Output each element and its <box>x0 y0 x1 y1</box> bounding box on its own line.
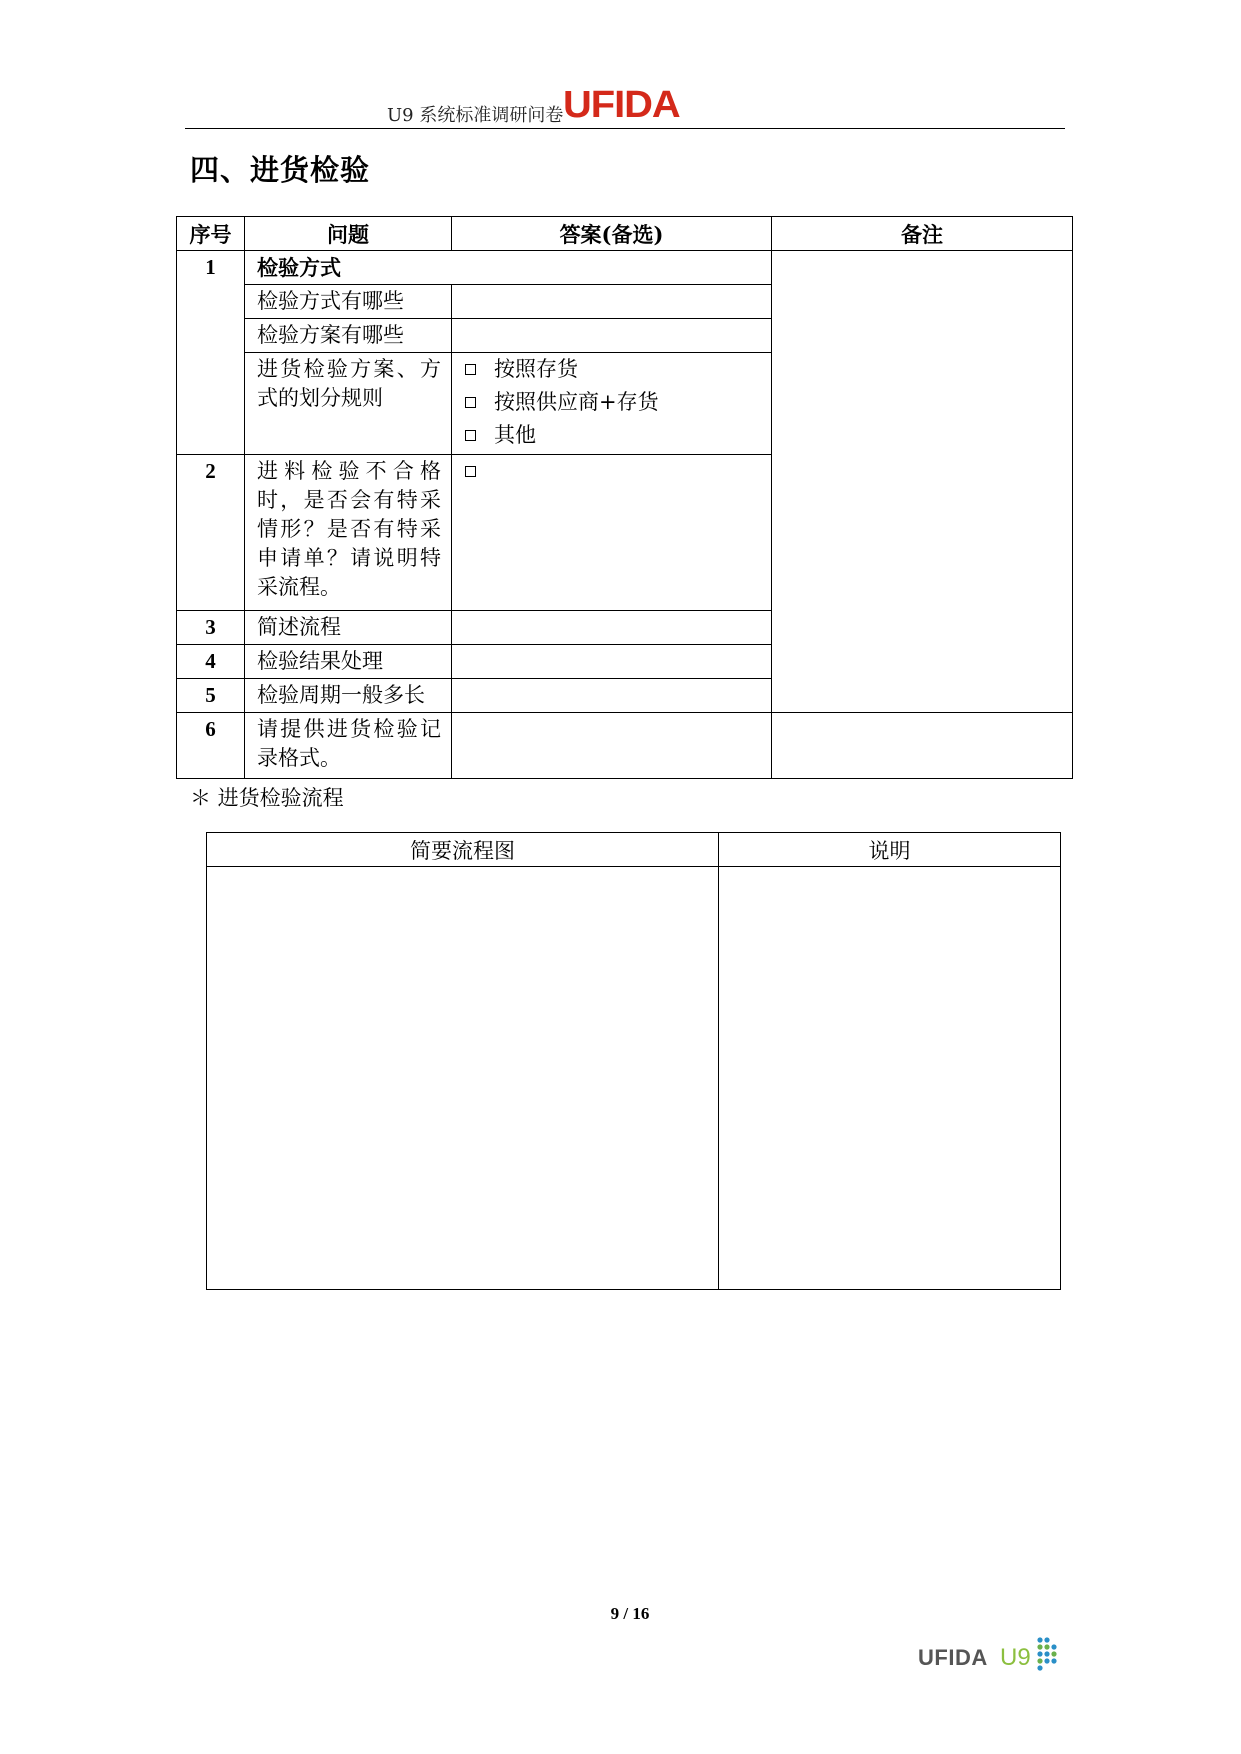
question-cell: 进货检验方案、方式的划分规则 <box>245 353 452 455</box>
remark-cell[interactable] <box>772 251 1073 713</box>
question-cell: 简述流程 <box>245 611 452 645</box>
option-item[interactable] <box>460 353 763 386</box>
option-label: 按照供应商+存货 <box>494 390 659 414</box>
question-cell: 请提供进货检验记录格式。 <box>245 713 452 779</box>
row-number: 6 <box>177 713 245 779</box>
answer-cell[interactable] <box>452 611 772 645</box>
header-answer: 答案(备选) <box>452 217 772 251</box>
answer-options <box>452 353 772 455</box>
header-title: U9 系统标准调研问卷 <box>387 105 564 126</box>
answer-cell[interactable] <box>452 319 772 353</box>
checkbox-icon[interactable] <box>465 430 476 441</box>
table-row <box>207 867 1061 1290</box>
footer-logo-suffix: U9 <box>1000 1644 1031 1671</box>
checkbox-icon[interactable] <box>465 364 476 375</box>
section-title: 四、进货检验 <box>190 153 371 187</box>
flowchart-cell[interactable] <box>207 867 719 1290</box>
header-question: 问题 <box>245 217 452 251</box>
question-cell: 检验结果处理 <box>245 645 452 679</box>
checkbox-icon[interactable] <box>465 397 476 408</box>
table-header-row <box>177 217 1073 251</box>
option-item[interactable] <box>460 455 763 488</box>
question-cell: 检验方案有哪些 <box>245 319 452 353</box>
table-row <box>177 713 1073 779</box>
answer-cell[interactable] <box>452 285 772 319</box>
header-remark: 备注 <box>772 217 1073 251</box>
header-no: 序号 <box>177 217 245 251</box>
question-cell: 检验方式有哪些 <box>245 285 452 319</box>
flow-note: ＊ 进货检验流程 <box>190 786 344 810</box>
table-header-row <box>207 833 1061 867</box>
remark-cell[interactable] <box>772 713 1073 779</box>
description-cell[interactable] <box>719 867 1061 1290</box>
row-number: 2 <box>177 455 245 611</box>
row-number: 4 <box>177 645 245 679</box>
page-header <box>185 86 1065 129</box>
question-cell: 检验周期一般多长 <box>245 679 452 713</box>
option-label: 按照存货 <box>494 357 578 381</box>
answer-cell[interactable] <box>452 713 772 779</box>
flow-table <box>206 832 1061 1290</box>
answer-options <box>452 455 772 611</box>
row-number: 5 <box>177 679 245 713</box>
question-cell: 检验方式 <box>245 251 772 285</box>
header-flowchart: 简要流程图 <box>207 833 719 867</box>
option-label: 其他 <box>494 423 536 447</box>
row-number: 1 <box>177 251 245 455</box>
footer-logo <box>918 1636 1068 1676</box>
question-cell: 进料检验不合格时，是否会有特采情形？是否有特采申请单？请说明特采流程。 <box>245 455 452 611</box>
answer-cell[interactable] <box>452 645 772 679</box>
option-item[interactable] <box>460 419 763 452</box>
dots-logo-icon <box>1033 1636 1063 1672</box>
answer-cell[interactable] <box>452 679 772 713</box>
table-row <box>177 251 1073 285</box>
row-number: 3 <box>177 611 245 645</box>
inspection-table <box>176 216 1073 779</box>
header-description: 说明 <box>719 833 1061 867</box>
option-item[interactable] <box>460 386 763 419</box>
ufida-logo: UFIDA <box>563 84 680 126</box>
checkbox-icon[interactable] <box>465 466 476 477</box>
footer-logo-text: UFIDA <box>918 1645 988 1670</box>
page-number: 9 / 16 <box>610 1604 650 1623</box>
